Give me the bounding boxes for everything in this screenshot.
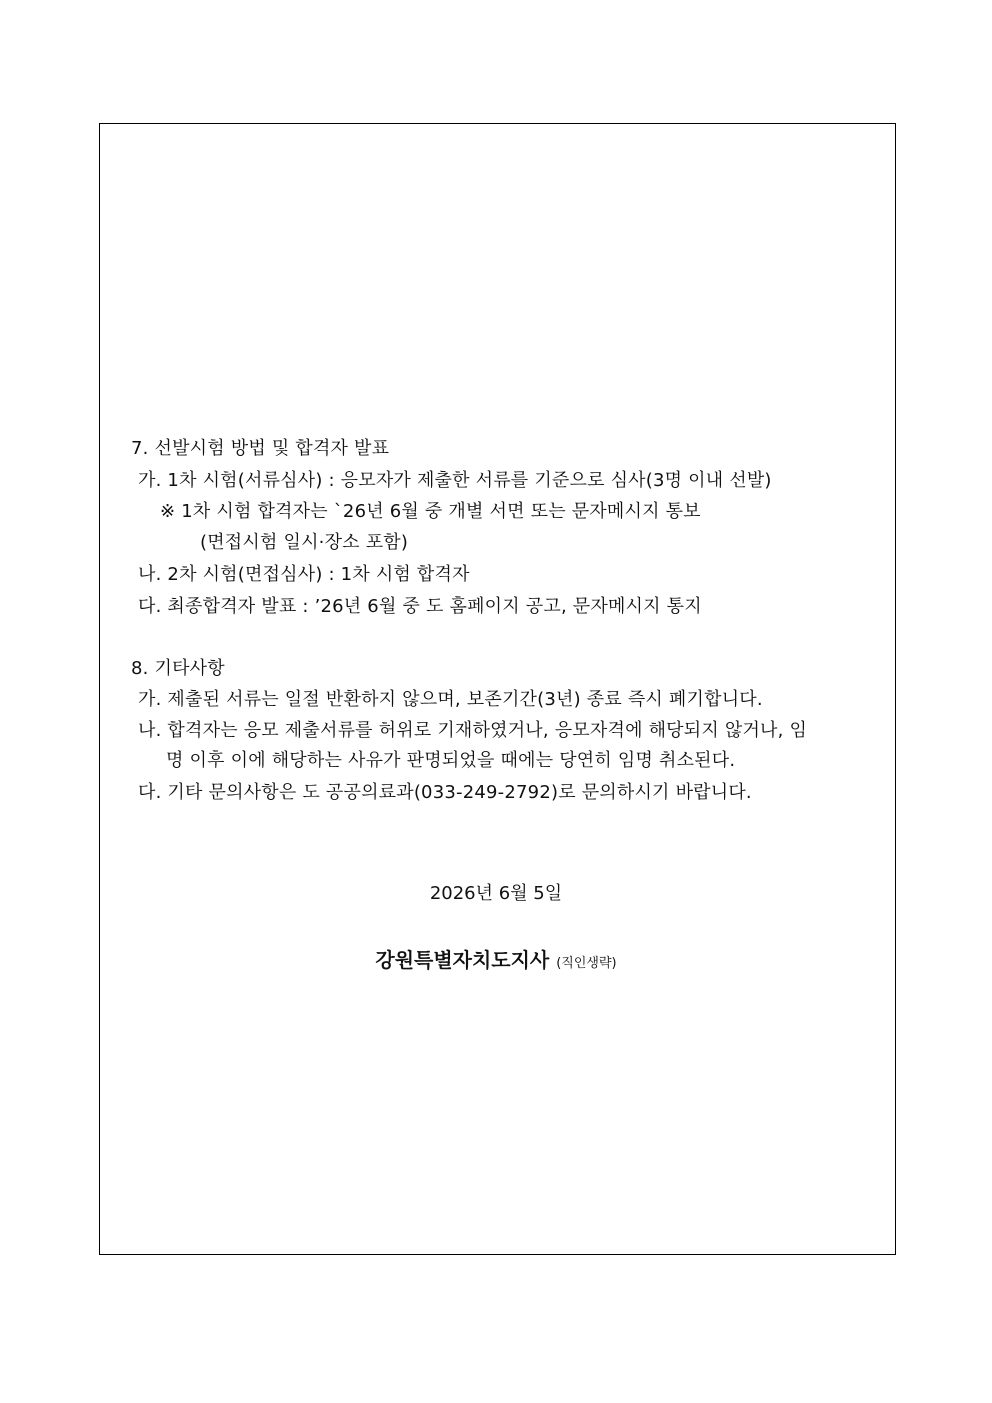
section-7-note-line-1: ※ 1차 시험 합격자는 `26년 6월 중 개별 서면 또는 문자메시지 통보 <box>160 501 701 522</box>
section-8-item-na-line-1: 나. 합격자는 응모 제출서류를 허위로 기재하였거나, 응모자격에 해당되지 않거나, 임 <box>138 720 808 741</box>
section-8-item-ga: 가. 제출된 서류는 일절 반환하지 않으며, 보존기간(3년) 종료 즉시 폐기합니다. <box>138 689 763 710</box>
section-8-item-na-line-2: 명 이후 이에 해당하는 사유가 판명되었을 때에는 당연히 임명 취소된다. <box>166 750 736 771</box>
seal-omitted-note: (직인생략) <box>556 956 617 971</box>
section-8-item-da: 다. 기타 문의사항은 도 공공의료과(033-249-2792)로 문의하시기 바랍니다. <box>138 782 752 803</box>
section-7-item-ga: 가. 1차 시험(서류심사) : 응모자가 제출한 서류를 기준으로 심사(3명 이내 선발) <box>138 470 772 491</box>
section-7-note-line-2: (면접시험 일시·장소 포함) <box>200 532 409 553</box>
signer-block <box>0 946 992 978</box>
signer-name: 강원특별자치도지사 <box>375 948 550 972</box>
announcement-date: 2026년 6월 5일 <box>429 883 563 904</box>
section-7-heading: 7. 선발시험 방법 및 합격자 발표 <box>131 438 390 459</box>
section-7-item-da: 다. 최종합격자 발표 : ’26년 6월 중 도 홈페이지 공고, 문자메시지 통지 <box>138 596 702 617</box>
section-8-heading: 8. 기타사항 <box>131 658 225 679</box>
section-7-item-na: 나. 2차 시험(면접심사) : 1차 시험 합격자 <box>138 564 470 585</box>
